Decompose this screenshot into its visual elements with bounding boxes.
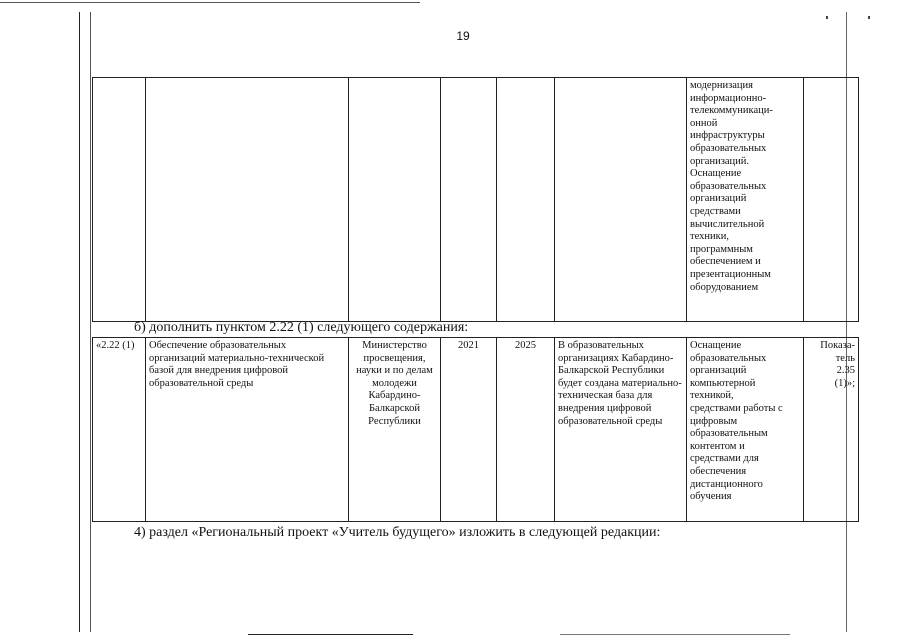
cell-result: В образовательных организациях Кабардино-Балкарской Республики будет создана материально-техническая база для внедрения цифровой образовательной среды (555, 338, 687, 522)
scan-speck (826, 16, 828, 19)
cell-responsible (349, 78, 441, 322)
scan-left-margin-line (90, 12, 91, 632)
page-number: 19 (456, 29, 470, 43)
cell-indicator: Показа- тель 2.35 (1)»; (804, 338, 859, 522)
scan-speck (868, 16, 870, 19)
table-new-item (92, 337, 859, 522)
cell-content: модернизация информационно- телекоммуникаци- онной инфраструктуры образовательных организаций. Оснащение образовательных организаций средствами вычислительной техники, программным обеспечением и презентационным оборудованием (687, 78, 804, 322)
paragraph-4: 4) раздел «Региональный проект «Учитель будущего» изложить в следующей редакции: (134, 525, 661, 540)
cell-start-year (441, 78, 497, 322)
cell-end-year (497, 78, 555, 322)
cell-responsible: Министерство просвещения, науки и по делам молодежи Кабардино-Балкарской Республики (349, 338, 441, 522)
scan-left-margin-line (79, 12, 80, 632)
cell-indicator (804, 78, 859, 322)
cell-number (93, 78, 146, 322)
cell-content: Оснащение образовательных организаций компьютерной техникой, средствами работы с цифровым образовательным контентом и средствами для обеспечения дистанционного обучения (687, 338, 804, 522)
scan-top-line (0, 2, 420, 3)
cell-number: «2.22 (1) (93, 338, 146, 522)
table-row (93, 338, 859, 522)
cell-result (555, 78, 687, 322)
paragraph-b: б) дополнить пунктом 2.22 (1) следующего содержания: (134, 320, 469, 335)
cell-end-year: 2025 (497, 338, 555, 522)
cell-event-name (146, 78, 349, 322)
table-row (93, 78, 859, 322)
scan-bottom-line (248, 634, 413, 635)
cell-start-year: 2021 (441, 338, 497, 522)
scan-bottom-line (560, 634, 790, 635)
table-continuation (92, 77, 859, 322)
cell-event-name: Обеспечение образовательных организаций материально-технической базой для внедрения цифровой образовательной среды (146, 338, 349, 522)
